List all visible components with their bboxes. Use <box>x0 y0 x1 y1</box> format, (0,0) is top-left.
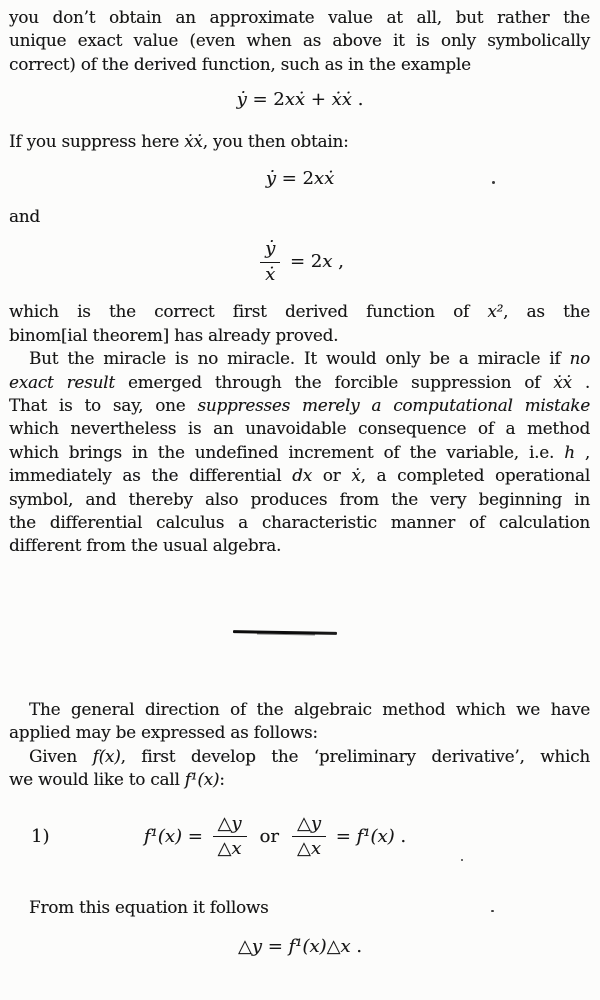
equation-content <box>144 814 406 860</box>
paragraph-correct-derived <box>0 300 600 347</box>
math-segment: f¹(x) <box>288 936 327 958</box>
text-segment: different from the usual algebra. <box>9 535 282 556</box>
text-segment: binom[ial theorem] has already proved. <box>9 324 339 345</box>
math-segment: = 2 <box>246 89 285 111</box>
fraction-numerator <box>292 814 326 838</box>
text-segment: applied may be expressed as follows: <box>9 722 318 743</box>
text-segment-italic: dx <box>292 465 312 486</box>
text-line <box>0 394 600 417</box>
text-line <box>0 324 600 347</box>
delta-symbol: △ <box>217 812 232 834</box>
paragraph-given-fx <box>0 745 600 792</box>
text-segment: If you suppress here <box>9 131 185 152</box>
text-line <box>0 488 600 511</box>
text-segment-italic: x² <box>487 301 504 322</box>
delta-symbol: △ <box>326 936 341 958</box>
fraction-numerator <box>213 814 247 838</box>
paragraph-and <box>0 205 600 228</box>
math-segment: y <box>310 812 322 834</box>
equation-number: 1) <box>31 825 50 847</box>
paragraph-general-direction <box>0 698 600 745</box>
delta-symbol: △ <box>217 838 232 860</box>
equation-1-preliminary-derivative <box>0 814 600 860</box>
paragraph-miracle <box>0 347 600 558</box>
fraction-denominator <box>292 837 326 860</box>
text-segment-italic: suppresses merely a computational mistake <box>197 395 590 416</box>
math-segment: x <box>231 838 242 860</box>
math-segment: = <box>261 936 289 958</box>
text-segment-italic: ẋẋ <box>553 371 572 392</box>
text-line <box>0 53 600 76</box>
math-segment: + <box>305 89 332 111</box>
math-segment: x <box>322 251 333 273</box>
delta-symbol: △ <box>297 812 311 834</box>
fraction-numerator <box>260 239 280 263</box>
math-segment: f¹(x) <box>143 825 182 847</box>
math-segment: ẏ <box>265 238 276 260</box>
text-segment: emerged through the forcible suppression of <box>114 371 554 392</box>
text-line <box>0 29 600 52</box>
text-line <box>0 130 600 153</box>
text-segment: the differential calculus a characteristic manner of calculation <box>9 512 590 533</box>
text-segment-italic: exact result <box>9 371 115 392</box>
math-segment: f¹(x) <box>356 825 395 847</box>
text-line <box>0 347 600 370</box>
math-segment: = 2 <box>284 251 323 273</box>
paragraph-from-equation <box>0 896 600 919</box>
text-segment: and <box>9 205 40 226</box>
fraction-denominator <box>213 837 247 860</box>
text-line <box>0 721 600 744</box>
text-line <box>0 511 600 534</box>
math-segment: y <box>231 812 242 834</box>
equation-ydot-full <box>0 88 600 112</box>
text-segment-italic: ẋẋ <box>184 131 203 152</box>
text-line <box>0 6 600 29</box>
equation-content <box>237 88 364 112</box>
math-segment: ẋ <box>265 263 276 285</box>
math-segment: y <box>251 936 262 958</box>
equation-ratio <box>0 239 600 285</box>
fraction <box>292 814 326 860</box>
text-segment: , you then obtain: <box>202 131 349 152</box>
text-segment: But the miracle is no miracle. It would only be a miracle if <box>29 348 570 369</box>
text-segment: , as the <box>503 301 590 322</box>
text-line <box>0 441 600 464</box>
text-segment: we would like to call <box>9 769 185 790</box>
fraction-denominator <box>260 263 280 286</box>
math-segment: ẏ <box>236 89 247 111</box>
equation-content <box>238 935 362 959</box>
math-segment: xẋ <box>313 167 335 189</box>
math-segment: . <box>350 936 363 958</box>
text-segment: , a completed operational <box>360 465 590 486</box>
text-segment: unique exact value (even when as above it is only symbolically <box>9 30 590 51</box>
text-segment: . <box>571 371 590 392</box>
text-line <box>0 371 600 394</box>
text-line <box>0 205 600 228</box>
text-line <box>0 534 600 557</box>
delta-symbol: △ <box>297 838 311 860</box>
fraction <box>260 239 280 285</box>
text-segment: which is the correct first derived function of <box>9 301 488 322</box>
text-segment-italic: f¹(x) <box>184 769 220 790</box>
math-segment: x <box>310 838 321 860</box>
scan-speck <box>492 181 495 184</box>
text-line <box>0 745 600 768</box>
text-segment-italic: ẋ <box>351 465 361 486</box>
math-segment: = <box>330 825 357 847</box>
math-segment: . <box>351 89 364 111</box>
or-word: or <box>259 825 279 847</box>
text-segment-italic: no <box>569 348 590 369</box>
text-line <box>0 464 600 487</box>
text-segment: : <box>219 769 225 790</box>
math-segment: . <box>394 825 407 847</box>
fraction <box>213 814 247 860</box>
text-line <box>0 417 600 440</box>
paragraph-intro <box>0 0 600 76</box>
text-segment: you don’t obtain an approximate value at all, but rather the <box>9 7 590 27</box>
text-segment-italic: f(x) <box>92 745 121 766</box>
section-divider <box>0 631 600 634</box>
text-segment: which brings in the undefined increment of the variable, i.e. <box>9 441 565 462</box>
scan-speck <box>491 910 494 912</box>
text-segment: which nevertheless is an unavoidable consequence of a method <box>9 418 590 439</box>
divider-rule <box>233 630 337 635</box>
text-segment: Given <box>29 745 93 766</box>
delta-symbol: △ <box>237 936 252 958</box>
text-segment: , <box>574 441 590 462</box>
text-segment-italic: h <box>564 441 575 462</box>
text-line <box>0 768 600 791</box>
math-segment: ẏ <box>265 167 276 189</box>
math-segment: xẋ <box>284 89 306 111</box>
text-segment: symbol, and thereby also produces from the very beginning in <box>9 488 590 509</box>
text-segment: immediately as the differential <box>9 465 293 486</box>
equation-ydot-suppressed <box>0 167 600 191</box>
scan-speck <box>461 859 463 861</box>
text-segment: That is to say, one <box>9 395 198 416</box>
text-line <box>0 300 600 323</box>
math-segment: ẋẋ <box>331 89 352 111</box>
text-line <box>0 698 600 721</box>
math-segment: = 2 <box>275 167 314 189</box>
paragraph-suppress <box>0 130 600 153</box>
text-line <box>0 896 600 919</box>
text-segment: The general direction of the algebraic method which we have <box>29 698 590 719</box>
math-segment: x <box>340 936 351 958</box>
text-segment: or <box>311 465 352 486</box>
text-segment: , first develop the ‘preliminary derivative’, which <box>120 745 590 766</box>
text-segment: From this equation it follows <box>29 896 269 917</box>
equation-delta-y <box>0 935 600 959</box>
equation-content <box>256 239 344 285</box>
text-segment: correct) of the derived function, such as in the example <box>9 53 471 74</box>
math-segment: = <box>182 825 209 847</box>
math-segment: , <box>332 251 344 273</box>
equation-content <box>266 167 334 191</box>
